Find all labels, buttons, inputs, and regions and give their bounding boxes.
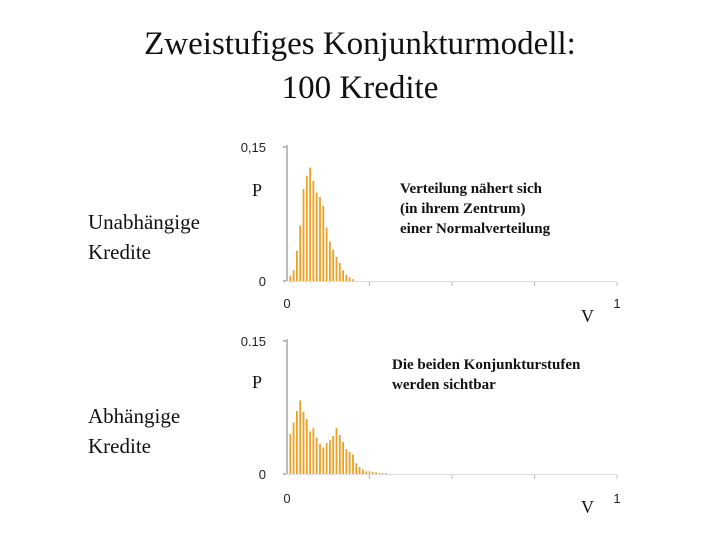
histogram-bar	[339, 263, 341, 281]
y-axis-label-panel-1: P	[252, 180, 263, 200]
histogram-bar	[326, 227, 328, 281]
side-label-panel-2-line-2: Kredite	[88, 434, 151, 458]
annotation-panel-1-line-3: einer Normalverteilung	[400, 221, 551, 237]
histogram-bar	[349, 277, 351, 281]
histogram-bar	[289, 276, 291, 281]
histogram-bar	[316, 193, 318, 281]
y-axis-label-panel-2: P	[252, 372, 263, 392]
x-tick-label: 1	[613, 491, 621, 506]
x-tick-label: 1	[613, 296, 621, 311]
annotation-panel-2-line-1: Die beiden Konjunkturstufen	[392, 357, 581, 373]
histogram-bar	[342, 270, 344, 281]
histogram-bar	[319, 197, 321, 281]
page-title-line-1: Zweistufiges Konjunkturmodell:	[144, 26, 576, 62]
y-tick-label: 0	[258, 274, 266, 289]
side-label-panel-2-line-1: Abhängige	[88, 404, 181, 428]
histogram-bar	[332, 250, 334, 281]
x-tick-label: 0	[283, 491, 291, 506]
y-tick-label: 0	[258, 467, 266, 482]
annotation-panel-1-line-1: Verteilung nähert sich	[400, 181, 542, 197]
x-axis-label-panel-1: V	[581, 306, 594, 326]
histogram-bar	[306, 176, 308, 281]
histogram-bar	[299, 226, 301, 281]
x-axis-label-panel-2: V	[581, 497, 594, 517]
histogram-bar	[345, 275, 347, 281]
x-tick-label: 0	[283, 296, 291, 311]
side-label-panel-1-line-1: Unabhängige	[88, 210, 200, 234]
side-label-panel-1-line-2: Kredite	[88, 240, 151, 264]
annotation-panel-2-line-2: werden sichtbar	[392, 377, 496, 393]
histogram-bar	[293, 270, 295, 281]
histogram-bar	[329, 242, 331, 281]
annotation-panel-1-line-2: (in ihrem Zentrum)	[400, 201, 526, 217]
histogram-bar	[352, 279, 354, 281]
histogram-bar	[322, 206, 324, 281]
histogram-bar	[303, 189, 305, 281]
y-tick-label: 0,15	[240, 140, 266, 155]
histogram-bar	[309, 168, 311, 281]
histogram-bar	[296, 251, 298, 281]
histogram-bar	[312, 181, 314, 281]
page-title-line-2: 100 Kredite	[281, 70, 439, 106]
histogram-bar	[336, 257, 338, 281]
y-tick-label: 0.15	[240, 334, 266, 349]
